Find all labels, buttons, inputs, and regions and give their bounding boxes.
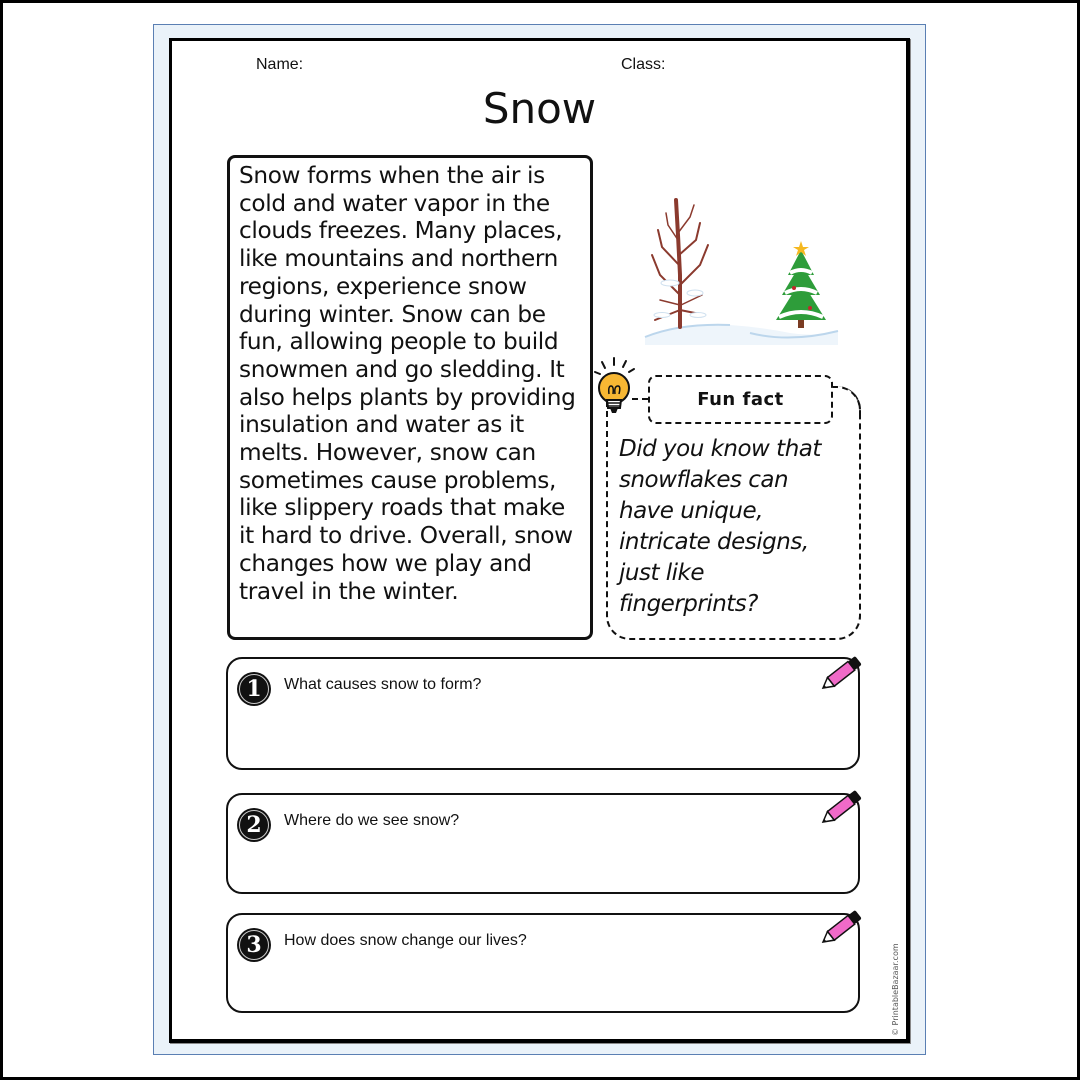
class-label: Class:	[621, 56, 666, 73]
fun-fact-line: Did you know that	[619, 436, 821, 462]
question-number-badge: 3	[237, 928, 271, 962]
page-title: Snow	[482, 84, 597, 133]
copyright-watermark: © PrintableBazaar.com	[891, 943, 900, 1036]
reading-passage	[227, 155, 593, 640]
question-box-1[interactable]	[226, 657, 860, 770]
lightbulb-icon	[592, 356, 642, 422]
fun-fact-line: snowflakes can	[619, 467, 789, 493]
passage-line: fun, allowing people to build	[239, 328, 559, 356]
fun-fact-line: have unique,	[619, 498, 763, 524]
passage-line: cold and water vapor in the	[239, 189, 550, 217]
question-box-2[interactable]	[226, 793, 860, 894]
fun-fact-label: Fun fact	[648, 375, 833, 424]
passage-line: changes how we play and	[239, 549, 532, 577]
passage-line: melts. However, snow can	[239, 439, 536, 467]
passage-line: like mountains and northern	[239, 245, 559, 273]
passage-line: also helps plants by providing	[239, 383, 576, 411]
passage-line: it hard to drive. Overall, snow	[239, 522, 573, 550]
passage-line: Snow forms when the air is	[239, 162, 545, 189]
question-box-3[interactable]	[226, 913, 860, 1013]
passage-line: during winter. Snow can be	[239, 300, 546, 328]
winter-trees-illustration	[640, 155, 840, 345]
question-text: Where do we see snow?	[284, 812, 460, 829]
question-number-badge: 2	[237, 808, 271, 842]
question-number-badge: 1	[237, 672, 271, 706]
pencil-icon	[818, 904, 868, 950]
passage-line: like slippery roads that make	[239, 494, 565, 522]
pencil-icon	[818, 650, 868, 696]
passage-line: sometimes cause problems,	[239, 466, 556, 494]
question-text: What causes snow to form?	[284, 676, 482, 693]
passage-line: travel in the winter.	[239, 577, 459, 605]
passage-line: clouds freezes. Many places,	[239, 217, 563, 245]
passage-line: snowmen and go sledding. It	[239, 355, 565, 383]
fun-fact-line: intricate designs,	[619, 529, 809, 555]
fun-fact-text	[619, 434, 859, 620]
fun-fact-line: just like	[619, 560, 705, 586]
pencil-icon	[818, 784, 868, 830]
passage-line: insulation and water as it	[239, 411, 524, 439]
question-text: How does snow change our lives?	[284, 932, 527, 949]
fun-fact-line: fingerprints?	[619, 591, 759, 617]
passage-line: regions, experience snow	[239, 272, 527, 300]
name-label: Name:	[256, 56, 304, 73]
